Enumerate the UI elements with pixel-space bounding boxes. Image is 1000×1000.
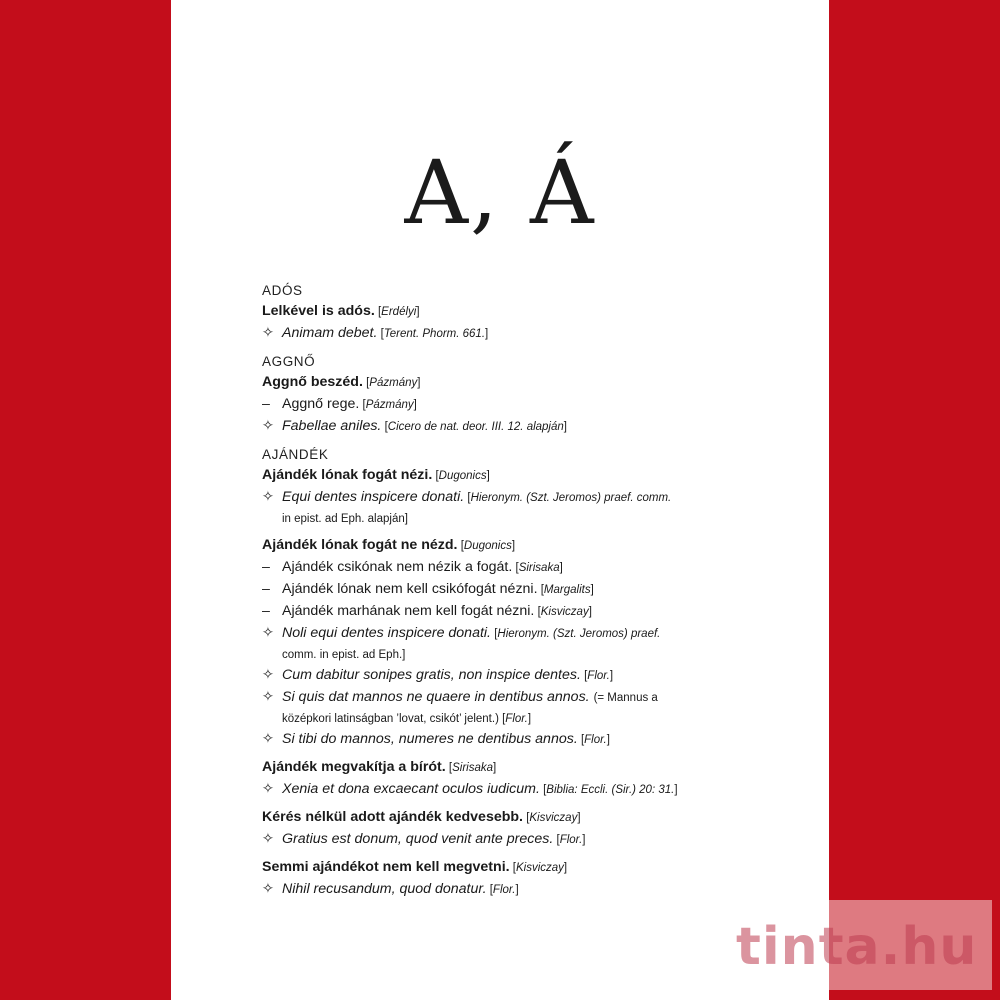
- variant-text: Ajándék marhának nem kell fogát nézni.: [282, 603, 535, 619]
- proverb-text: Kérés nélkül adott ajándék kedvesebb.: [262, 809, 523, 825]
- entry-section: [262, 351, 752, 438]
- dash-icon: –: [262, 396, 270, 412]
- latin-text: Nihil recusandum, quod donatur.: [282, 881, 487, 897]
- source-ref: [Kisviczay]: [523, 812, 581, 824]
- watermark-text: tinta.hu: [736, 917, 978, 977]
- proverb-group: [262, 807, 752, 851]
- source-ref: [Pázmány]: [362, 377, 421, 389]
- sparkle-icon: ✧: [262, 667, 274, 683]
- latin-equivalent: [262, 623, 752, 645]
- latin-equivalent: [262, 665, 752, 687]
- keyword-heading: AJÁNDÉK: [262, 447, 329, 462]
- source-ref: [Biblia: Eccli. (Sir.) 20: 31.]: [539, 784, 678, 796]
- source-ref: [Hieronym. (Szt. Jeromos) praef.: [491, 628, 661, 640]
- proverb-text: Ajándék lónak fogát nézi.: [262, 467, 433, 483]
- source-ref-text: Kisviczay: [529, 812, 578, 824]
- source-ref-text: Hieronym. (Szt. Jeromos) praef.: [497, 628, 661, 640]
- proverb-group: [262, 301, 752, 345]
- variant-line: [262, 394, 752, 416]
- latin-equivalent: [262, 779, 752, 801]
- latin-text: Animam debet.: [282, 325, 378, 341]
- source-ref: [Dugonics]: [432, 470, 490, 482]
- latin-equivalent: [262, 829, 752, 851]
- proverb-group: [262, 372, 752, 438]
- latin-text: Cum dabitur sonipes gratis, non inspice dentes.: [282, 667, 581, 683]
- proverb-group: [262, 465, 752, 529]
- proverb-text: Ajándék lónak fogát ne nézd.: [262, 537, 458, 553]
- proverb-headword: [262, 535, 752, 557]
- variant-line: [262, 579, 752, 601]
- source-ref-text: Flor.: [587, 670, 610, 682]
- note-continuation: [262, 709, 752, 729]
- source-ref-text: Kisviczay: [540, 606, 589, 618]
- source-ref-text: Kisviczay: [515, 862, 564, 874]
- latin-text: Fabellae aniles.: [282, 418, 382, 434]
- source-ref-text: Pázmány: [365, 399, 414, 411]
- proverb-headword: [262, 301, 752, 323]
- sparkle-icon: ✧: [262, 831, 274, 847]
- source-ref: [Flor.]: [498, 713, 532, 725]
- explanatory-note: (= Mannus a: [593, 692, 658, 704]
- variant-text: Ajándék lónak nem kell csikófogát nézni.: [282, 581, 538, 597]
- right-red-band: [829, 0, 1000, 1000]
- source-ref: [Hieronym. (Szt. Jeromos) praef. comm.: [464, 492, 672, 504]
- source-ref-text: Sirisaka: [452, 762, 494, 774]
- sparkle-icon: ✧: [262, 781, 274, 797]
- source-ref-text: Sirisaka: [518, 562, 560, 574]
- sparkle-icon: ✧: [262, 881, 274, 897]
- latin-equivalent: [262, 416, 752, 438]
- keyword-heading: AGGNŐ: [262, 354, 316, 369]
- sparkle-icon: ✧: [262, 625, 274, 641]
- proverb-headword: [262, 757, 752, 779]
- left-red-band: [0, 0, 171, 1000]
- source-ref: [Sirisaka]: [512, 562, 563, 574]
- source-ref: [Flor.]: [486, 884, 519, 896]
- source-continuation: in epist. ad Eph. alapján]: [282, 513, 408, 525]
- source-ref: [Cicero de nat. deor. III. 12. alapján]: [381, 421, 567, 433]
- source-ref: [Flor.]: [580, 670, 614, 682]
- proverb-headword: [262, 807, 752, 829]
- variant-line: [262, 601, 752, 623]
- source-ref-text: Dugonics: [463, 540, 512, 552]
- source-ref: [Pázmány]: [359, 399, 417, 411]
- source-ref-text: Flor.: [559, 834, 583, 846]
- source-ref-text: Terent. Phorm. 661.: [383, 328, 486, 340]
- latin-equivalent: [262, 879, 752, 901]
- proverb-headword: [262, 465, 752, 487]
- source-ref-text: in epist. ad Eph. alapján: [282, 513, 405, 525]
- proverb-headword: [262, 857, 752, 879]
- latin-text: Xenia et dona excaecant oculos iudicum.: [282, 781, 540, 797]
- latin-text: Gratius est donum, quod venit ante preces.: [282, 831, 554, 847]
- source-ref-text: Flor.: [492, 884, 516, 896]
- dash-icon: –: [262, 559, 270, 575]
- proverb-text: Semmi ajándékot nem kell megvetni.: [262, 859, 510, 875]
- proverb-text: Lelkével is adós.: [262, 303, 375, 319]
- proverb-group: [262, 757, 752, 801]
- source-continuation: comm. in epist. ad Eph.]: [282, 649, 406, 661]
- sparkle-icon: ✧: [262, 489, 274, 505]
- variant-text: Ajándék csikónak nem nézik a fogát.: [282, 559, 513, 575]
- latin-text: Si quis dat mannos ne quaere in dentibus annos.: [282, 689, 590, 705]
- source-ref: [Flor.]: [577, 734, 610, 746]
- entries-content: [262, 280, 752, 907]
- source-ref: [Kisviczay]: [534, 606, 592, 618]
- letter-heading: A, Á: [404, 141, 596, 244]
- latin-text: Noli equi dentes inspicere donati.: [282, 625, 492, 641]
- variant-line: [262, 557, 752, 579]
- entry-section: [262, 280, 752, 345]
- source-ref-text: Margalits: [543, 584, 591, 596]
- source-ref: [Margalits]: [537, 584, 594, 596]
- source-ref-text: comm. in epist. ad Eph.: [282, 649, 403, 661]
- proverb-headword: [262, 372, 752, 394]
- entry-section: [262, 444, 752, 901]
- latin-equivalent: [262, 323, 752, 345]
- source-ref: [Erdélyi]: [374, 306, 420, 318]
- proverb-group: [262, 535, 752, 751]
- dash-icon: –: [262, 581, 270, 597]
- sparkle-icon: ✧: [262, 418, 274, 434]
- source-ref-text: Hieronym. (Szt. Jeromos) praef. comm.: [470, 492, 672, 504]
- proverb-group: [262, 857, 752, 901]
- explanatory-note: középkori latinságban ’lovat, csikót’ jelent.): [282, 713, 499, 725]
- source-ref-text: Biblia: Eccli. (Sir.) 20: 31.: [546, 784, 675, 796]
- source-ref-text: Flor.: [584, 734, 607, 746]
- latin-text: Si tibi do mannos, numeres ne dentibus annos.: [282, 731, 578, 747]
- variant-text: Aggnő rege.: [282, 396, 360, 412]
- latin-text: Equi dentes inspicere donati.: [282, 489, 465, 505]
- dash-icon: –: [262, 603, 270, 619]
- source-ref: [Flor.]: [553, 834, 586, 846]
- source-ref: [Kisviczay]: [509, 862, 568, 874]
- dictionary-page: [171, 0, 829, 1000]
- proverb-text: Ajándék megvakítja a bírót.: [262, 759, 446, 775]
- source-ref-text: Pázmány: [369, 377, 418, 389]
- proverb-text: Aggnő beszéd.: [262, 374, 363, 390]
- latin-equivalent: [262, 687, 752, 709]
- sparkle-icon: ✧: [262, 325, 274, 341]
- sparkle-icon: ✧: [262, 689, 274, 705]
- source-ref-text: Flor.: [505, 713, 528, 725]
- source-ref-text: Cicero de nat. deor. III. 12. alapján: [387, 421, 564, 433]
- latin-equivalent: [262, 729, 752, 751]
- source-ref: [Dugonics]: [457, 540, 516, 552]
- source-ref: [Terent. Phorm. 661.]: [377, 328, 489, 340]
- keyword-heading: ADÓS: [262, 283, 303, 298]
- latin-equivalent: [262, 487, 752, 509]
- source-ref-text: Dugonics: [438, 470, 487, 482]
- source-ref-text: Erdélyi: [381, 306, 417, 318]
- source-ref: [Sirisaka]: [445, 762, 497, 774]
- sparkle-icon: ✧: [262, 731, 274, 747]
